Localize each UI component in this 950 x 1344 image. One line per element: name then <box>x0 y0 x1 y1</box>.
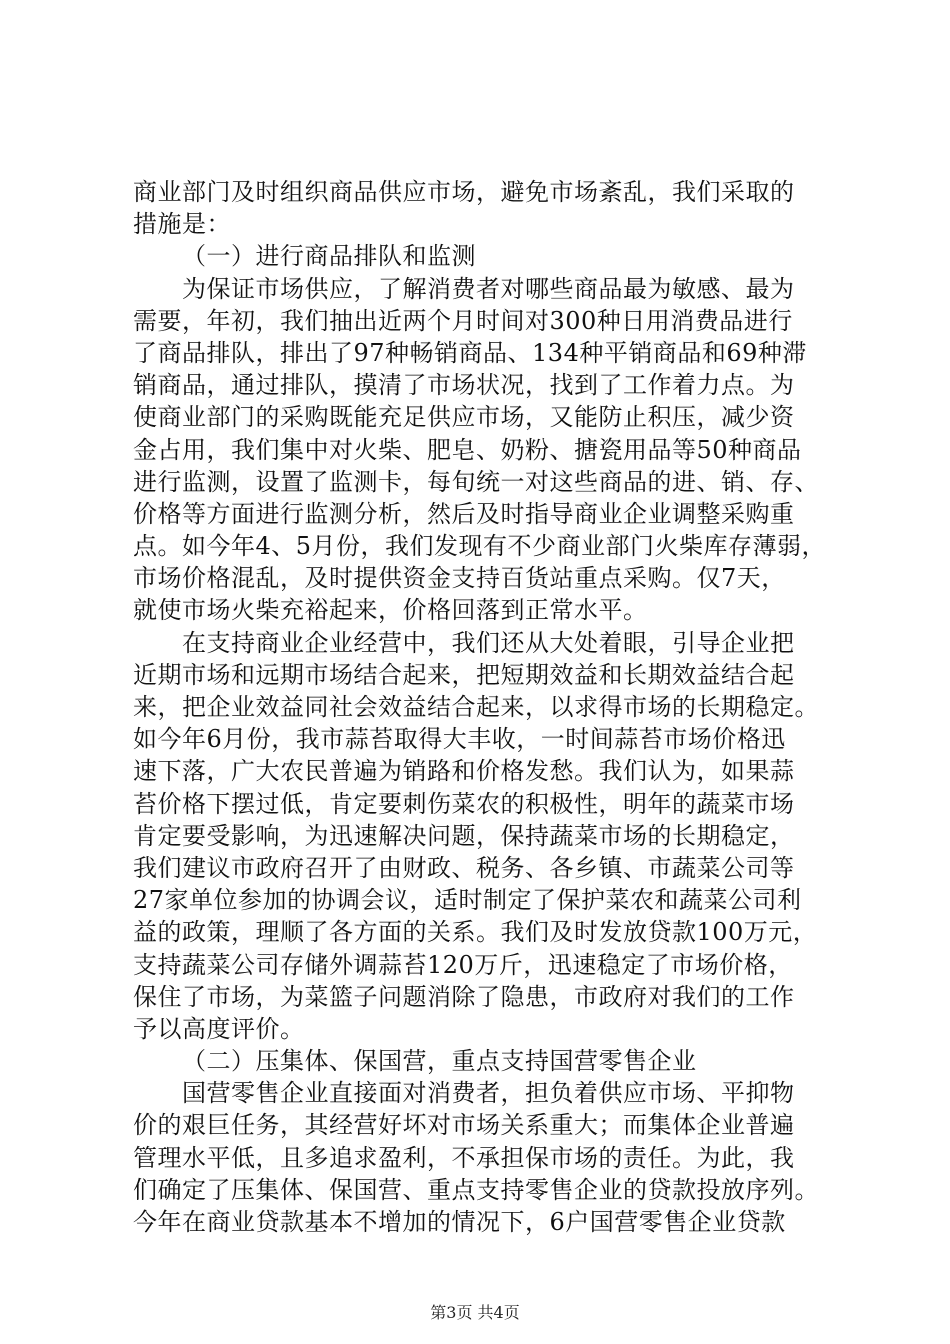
text-line: 苔价格下摆过低，肯定要刺伤菜农的积极性，明年的蔬菜市场 <box>133 789 795 818</box>
section-heading: （二）压集体、保国营，重点支持国营零售企业 <box>182 1047 697 1076</box>
text-line: 需要，年初，我们抽出近两个月时间对300种日用消费品进行 <box>133 306 793 335</box>
text-line: 金占用，我们集中对火柴、肥皂、奶粉、搪瓷用品等50种商品 <box>133 435 802 464</box>
text-line: 我们建议市政府召开了由财政、税务、各乡镇、市蔬菜公司等 <box>133 853 795 882</box>
text-line: 商业部门及时组织商品供应市场，避免市场紊乱，我们采取的 <box>133 178 795 206</box>
text-line: 价的艰巨任务，其经营好坏对市场关系重大；而集体企业普遍 <box>133 1111 795 1140</box>
text-line: 市场价格混乱，及时提供资金支持百货站重点采购。仅7天， <box>133 564 786 593</box>
text-line: 价格等方面进行监测分析，然后及时指导商业企业调整采购重 <box>133 499 795 528</box>
page-number-footer: 第3页 共4页 <box>430 1303 520 1322</box>
text-line: 保住了市场，为菜篮子问题消除了隐患，市政府对我们的工作 <box>133 982 795 1011</box>
text-line: 速下落，广大农民普遍为销路和价格发愁。我们认为，如果蒜 <box>133 757 795 786</box>
text-line: 益的政策，理顺了各方面的关系。我们及时发放贷款100万元， <box>133 918 818 947</box>
text-line: 来，把企业效益同社会效益结合起来，以求得市场的长期稳定。 <box>133 693 819 721</box>
text-line: 予以高度评价。 <box>133 1014 305 1043</box>
text-line: 近期市场和远期市场结合起来，把短期效益和长期效益结合起 <box>133 660 795 689</box>
text-line: 管理水平低，且多追求盈利，不承担保市场的责任。为此，我 <box>133 1143 795 1172</box>
text-line: 今年在商业贷款基本不增加的情况下，6户国营零售企业贷款 <box>133 1208 786 1236</box>
text-line: 就使市场火柴充裕起来，价格回落到正常水平。 <box>133 596 648 625</box>
text-line: 了商品排队，排出了97种畅销商品、134种平销商品和69种滞 <box>133 338 807 367</box>
text-line: 销商品，通过排队，摸清了市场状况，找到了工作着力点。为 <box>133 371 795 400</box>
text-line: 措施是： <box>133 210 231 239</box>
text-line: 27家单位参加的协调会议，适时制定了保护菜农和蔬菜公司利 <box>133 886 802 915</box>
text-line: 们确定了压集体、保国营、重点支持零售企业的贷款投放序列。 <box>133 1175 819 1204</box>
text-line: 点。如今年4、5月份，我们发现有不少商业部门火柴库存薄弱， <box>133 532 827 561</box>
paragraph-start: 在支持商业企业经营中，我们还从大处着眼，引导企业把 <box>182 628 795 657</box>
text-line: 如今年6月份，我市蒜苔取得大丰收，一时间蒜苔市场价格迅 <box>133 725 786 754</box>
body-text <box>133 176 833 1238</box>
text-line: 使商业部门的采购既能充足供应市场，又能防止积压，减少资 <box>133 403 795 432</box>
paragraph-start: 国营零售企业直接面对消费者，担负着供应市场、平抑物 <box>182 1079 795 1108</box>
text-line: 进行监测，设置了监测卡，每旬统一对这些商品的进、销、存、 <box>133 467 819 496</box>
text-line: 肯定要受影响，为迅速解决问题，保持蔬菜市场的长期稳定， <box>133 821 795 850</box>
paragraph-start: 为保证市场供应，了解消费者对哪些商品最为敏感、最为 <box>182 274 795 303</box>
text-line: 支持蔬菜公司存储外调蒜苔120万斤，迅速稳定了市场价格， <box>133 950 793 979</box>
section-heading: （一）进行商品排队和监测 <box>182 242 476 271</box>
